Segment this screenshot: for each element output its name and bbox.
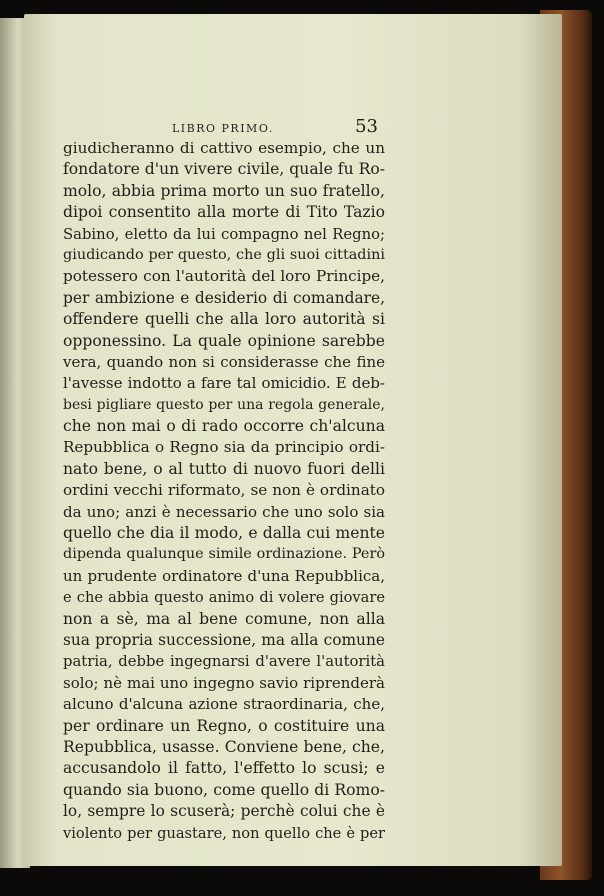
text-line: nato bene, o al tutto di nuovo fuori delli [63,459,385,478]
text-line: vera, quando non si considerasse che fine [63,352,385,371]
running-title: LIBRO PRIMO. [172,122,274,135]
text-line: ordini vecchi riformato, se non è ordinato [63,481,385,500]
text-line: l'avesse indotto a fare tal omicidio. E deb- [63,374,385,393]
text-line: accusandolo il fatto, l'effetto lo scusi; e [63,759,385,778]
text-line: dipenda qualunque simile ordinazione. Però [63,546,385,563]
text-line: Repubblica, usasse. Conviene bene, che, [63,737,385,756]
text-line: patria, debbe ingegnarsi d'avere l'autorità [63,653,385,671]
text-line: lo, sempre lo scuserà; perchè colui che è [63,802,385,821]
text-line: giudicando per questo, che gli suoi cittadini [63,246,385,263]
text-line: violento per guastare, non quello che è per [63,824,385,842]
text-line: un prudente ordinatore d'una Repubblica, [63,566,385,585]
text-line: potessero con l'autorità del loro Principe, [63,267,385,286]
text-line: offendere quelli che alla loro autorità si [63,310,385,329]
text-line: molo, abbia prima morto un suo fratello, [63,181,385,200]
text-line: non a sè, ma al bene comune, non alla [63,609,385,628]
text-line: opponessino. La quale opinione sarebbe [63,331,385,350]
text-line: besi pigliare questo per una regola generale, [63,396,385,413]
text-line: dipoi consentito alla morte di Tito Tazio [63,203,385,222]
text-line: quando sia buono, come quello di Romo- [63,780,385,799]
text-line: e che abbia questo animo di volere giovare [63,589,385,607]
text-line: da uno; anzi è necessario che uno solo sia [63,502,385,521]
text-line: quello che dia il modo, e dalla cui mente [63,524,385,543]
text-line: sua propria successione, ma alla comune [63,630,385,649]
page-number: 53 [355,116,378,137]
text-line: che non mai o di rado occorre ch'alcuna [63,417,385,436]
text-line: Repubblica o Regno sia da principio ordi- [63,438,385,457]
text-line: per ambizione e desiderio di comandare, [63,288,385,307]
text-line: giudicheranno di cattivo esempio, che un [63,139,385,157]
text-line: per ordinare un Regno, o costituire una [63,716,385,735]
text-line: Sabino, eletto da lui compagno nel Regno; [63,225,385,243]
text-line: solo; nè mai uno ingegno savio riprenderà [63,673,385,692]
body-text [63,138,385,844]
page-header [172,118,378,138]
text-line: alcuno d'alcuna azione straordinaria, che, [63,695,385,714]
text-line: fondatore d'un vivere civile, quale fu Ro- [63,160,385,179]
